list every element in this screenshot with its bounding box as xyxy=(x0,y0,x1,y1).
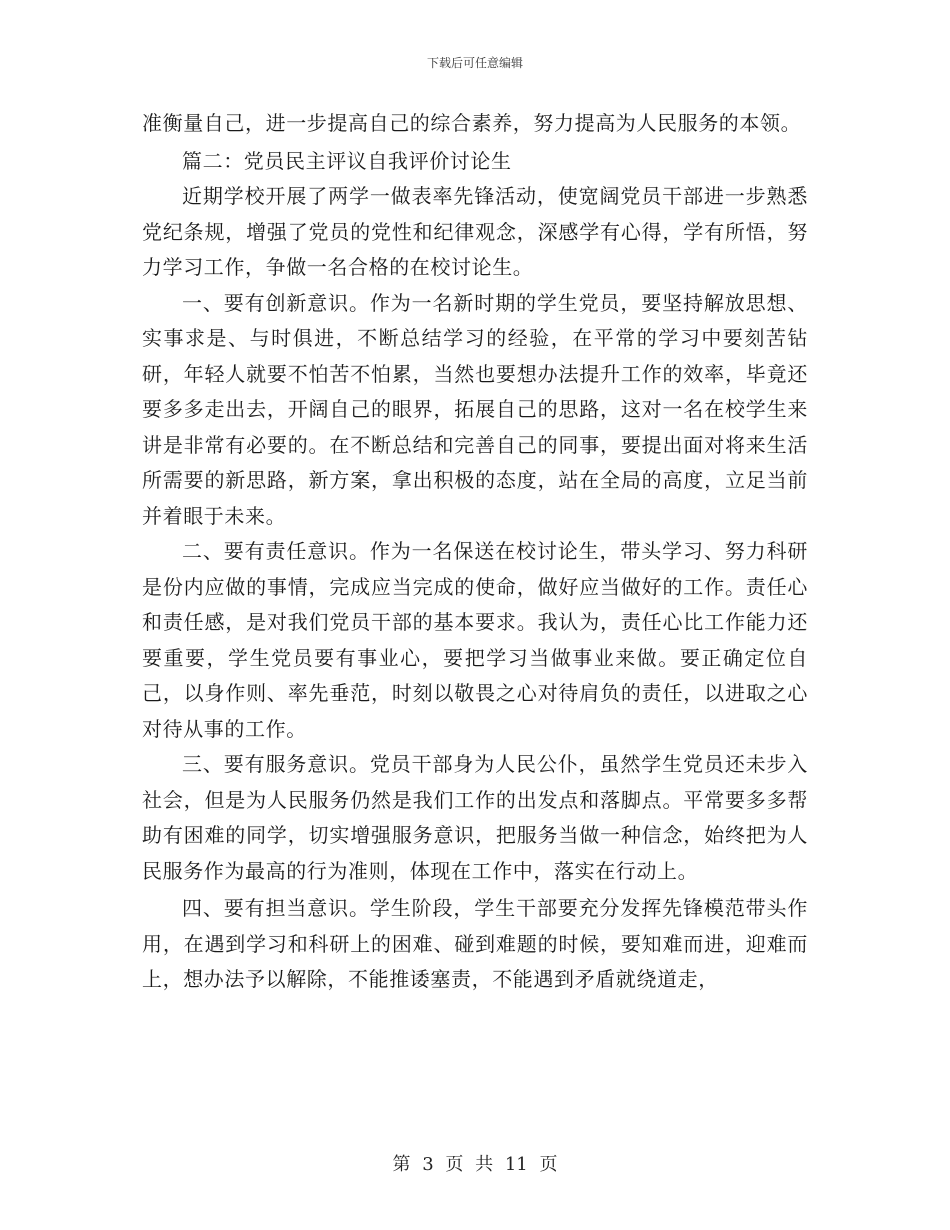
page-header-note: 下载后可任意编辑 xyxy=(426,56,523,70)
document-body xyxy=(142,106,808,998)
paragraph-intro: 近期学校开展了两学一做表率先锋活动，使宽阔党员干部进一步熟悉党纪条规，增强了党员的党性和纪律观念，深感学有心得，学有所悟，努力学习工作，争做一名合格的在校讨论生。 xyxy=(142,184,808,279)
paragraph-continuation: 准衡量自己，进一步提高自己的综合素养，努力提高为人民服务的本领。 xyxy=(142,111,802,135)
paragraph-commitment: 四、要有担当意识。学生阶段，学生干部要充分发挥先锋模范带头作用，在遇到学习和科研上的困难、碰到难题的时候，要知难而进，迎难而上，想办法予以解除，不能推诿塞责，不能遇到矛盾就绕道走， xyxy=(142,896,808,991)
page-number-footer: 第 3 页 共 11 页 xyxy=(392,1154,558,1175)
paragraph-responsibility: 二、要有责任意识。作为一名保送在校讨论生，带头学习、努力科研是份内应做的事情，完成应当完成的使命，做好应当做好的工作。责任心和责任感，是对我们党员干部的基本要求。我认为，责任心比工作能力还要重要，学生党员要有事业心，要把学习当做事业来做。要正确定位自己，以身作则、率先垂范，时刻以敬畏之心对待肩负的责任，以进取之心对待从事的工作。 xyxy=(142,539,808,741)
paragraph-innovation: 一、要有创新意识。作为一名新时期的学生党员，要坚持解放思想、实事求是、与时俱进，不断总结学习的经验，在平常的学习中要刻苦钻研，年轻人就要不怕苦不怕累，当然也要想办法提升工作的效率，毕竟还要多多走出去，开阔自己的眼界，拓展自己的思路，这对一名在校学生来讲是非常有必要的。在不断总结和完善自己的同事，要提出面对将来生活所需要的新思路，新方案，拿出积极的态度，站在全局的高度，立足当前并着眼于未来。 xyxy=(142,290,808,528)
paragraph-service: 三、要有服务意识。党员干部身为人民公仆，虽然学生党员还未步入社会，但是为人民服务仍然是我们工作的出发点和落脚点。平常要多多帮助有困难的同学，切实增强服务意识，把服务当做一种信念，始终把为人民服务作为最高的行为准则，体现在工作中，落实在行动上。 xyxy=(142,752,808,883)
section-heading: 篇二：党员民主评议自我评价讨论生 xyxy=(182,148,512,173)
